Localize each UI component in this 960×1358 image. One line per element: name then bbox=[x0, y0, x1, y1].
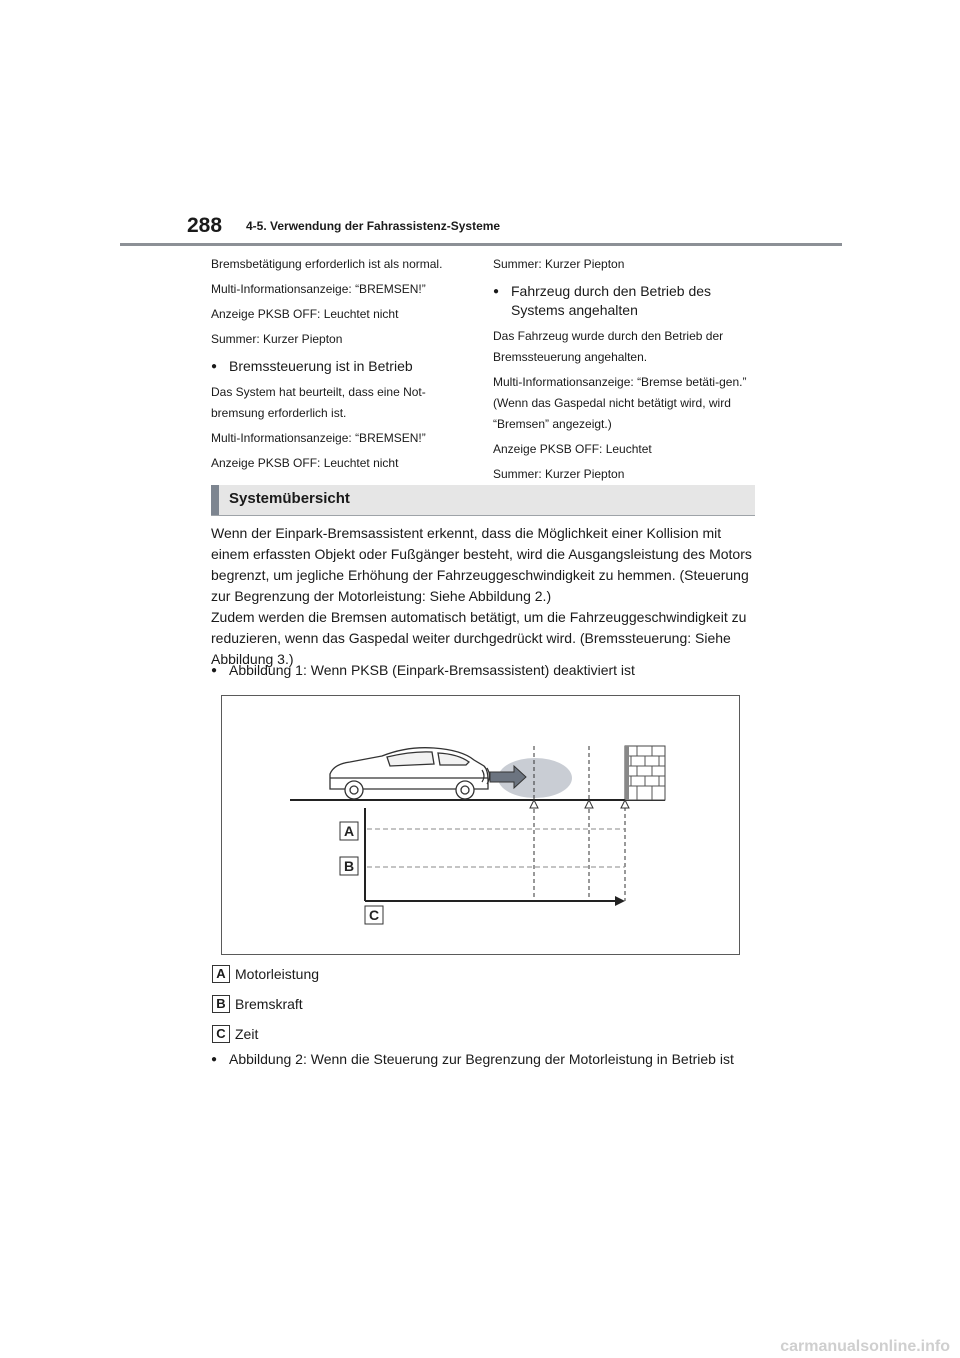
paragraph: Zudem werden die Bremsen automatisch betätigt, um die Fahrzeuggeschwindigkeit zu reduzieren, wenn das Gaspedal weiter durchgedrückt wird. (Bremssteuerung: Siehe Abbildung 3.) bbox=[211, 609, 747, 667]
heading-underline bbox=[211, 515, 755, 516]
watermark-logo bbox=[700, 1334, 960, 1358]
text-line: Summer: Kurzer Piepton bbox=[493, 466, 625, 481]
marker-triangle bbox=[585, 800, 593, 808]
page-number: 288 bbox=[187, 214, 223, 237]
legend-item-b bbox=[212, 995, 303, 1013]
text-line: Summer: Kurzer Piepton bbox=[493, 257, 625, 271]
text-line: Anzeige PKSB OFF: Leuchtet bbox=[493, 441, 652, 456]
text-line: Das System hat beurteilt, dass eine Not- bremsung erforderlich ist. bbox=[211, 384, 426, 420]
figure-label-a bbox=[340, 822, 358, 840]
legend-key: A bbox=[212, 965, 230, 983]
text-line: Anzeige PKSB OFF: Leuchtet nicht bbox=[211, 455, 399, 470]
text-line: Anzeige PKSB OFF: Leuchtet nicht bbox=[211, 307, 399, 321]
figure-frame bbox=[221, 695, 740, 955]
figure-illustration bbox=[222, 696, 739, 954]
watermark-text: carmanualsonline.info bbox=[780, 1338, 950, 1355]
legend-text: Bremskraft bbox=[235, 996, 303, 1013]
legend-text: Zeit bbox=[235, 1026, 259, 1043]
figure-label-a-text: A bbox=[343, 823, 355, 839]
text-line: Bremsbetätigung erforderlich ist als normal. bbox=[211, 257, 443, 271]
text-line: Multi-Informationsanzeige: “BREMSEN!” bbox=[211, 430, 426, 445]
left-column bbox=[211, 254, 471, 478]
right-column bbox=[493, 254, 753, 489]
figure-label-b bbox=[340, 857, 358, 875]
legend-key: B bbox=[212, 995, 230, 1013]
car-icon bbox=[330, 748, 488, 799]
bullet-braking-active: ● Bremssteuerung ist in Betrieb bbox=[211, 357, 471, 376]
marker-triangle bbox=[530, 800, 538, 808]
text-line: Multi-Informationsanzeige: “BREMSEN!” bbox=[211, 282, 426, 296]
figure-label-c-text: C bbox=[368, 907, 380, 923]
section-title: 4-5. Verwendung der Fahrassistenz-Systeme bbox=[246, 219, 501, 233]
body-text bbox=[211, 523, 756, 670]
marker-triangle bbox=[621, 800, 629, 808]
bullet-vehicle-stopped: ● Fahrzeug durch den Betrieb des Systems angehalten bbox=[493, 282, 753, 320]
section-heading bbox=[211, 485, 755, 516]
legend-key: C bbox=[212, 1025, 230, 1043]
bullet-figure-1: ● Abbildung 1: Wenn PKSB (Einpark-Bremsassistent) deaktiviert ist bbox=[211, 660, 756, 681]
text-line: Multi-Informationsanzeige: “Bremse betäti-gen.” (Wenn das Gaspedal nicht betätigt wird, wird “Bremsen” angezeigt.) bbox=[493, 374, 747, 431]
x-axis-arrow bbox=[615, 896, 625, 906]
header-divider bbox=[120, 243, 842, 246]
legend-item-a bbox=[212, 965, 319, 983]
section-heading-text: Systemübersicht bbox=[229, 490, 350, 507]
figure-label-b-text: B bbox=[343, 858, 355, 874]
text-line: Summer: Kurzer Piepton bbox=[211, 332, 343, 346]
wall-icon bbox=[625, 746, 665, 800]
bullet-figure-2: ● Abbildung 2: Wenn die Steuerung zur Begrenzung der Motorleistung in Betrieb ist bbox=[211, 1049, 756, 1070]
text-line: Das Fahrzeug wurde durch den Betrieb der Bremssteuerung angehalten. bbox=[493, 328, 724, 364]
legend-text: Motorleistung bbox=[235, 966, 320, 983]
legend-item-c bbox=[212, 1025, 258, 1043]
figure-label-c bbox=[365, 906, 383, 924]
paragraph: Wenn der Einpark-Bremsassistent erkennt, dass die Möglichkeit einer Kollision mit einem erfassten Objekt oder Fußgänger besteht, wird die Ausgangsleistung des Motors begrenzt, um jegliche Erhöhung der Fahrzeuggeschwindigkeit zu hemmen. (Steuerung zur Begrenzung der Motorleistung: Siehe Abbildung 2.) bbox=[211, 525, 752, 604]
